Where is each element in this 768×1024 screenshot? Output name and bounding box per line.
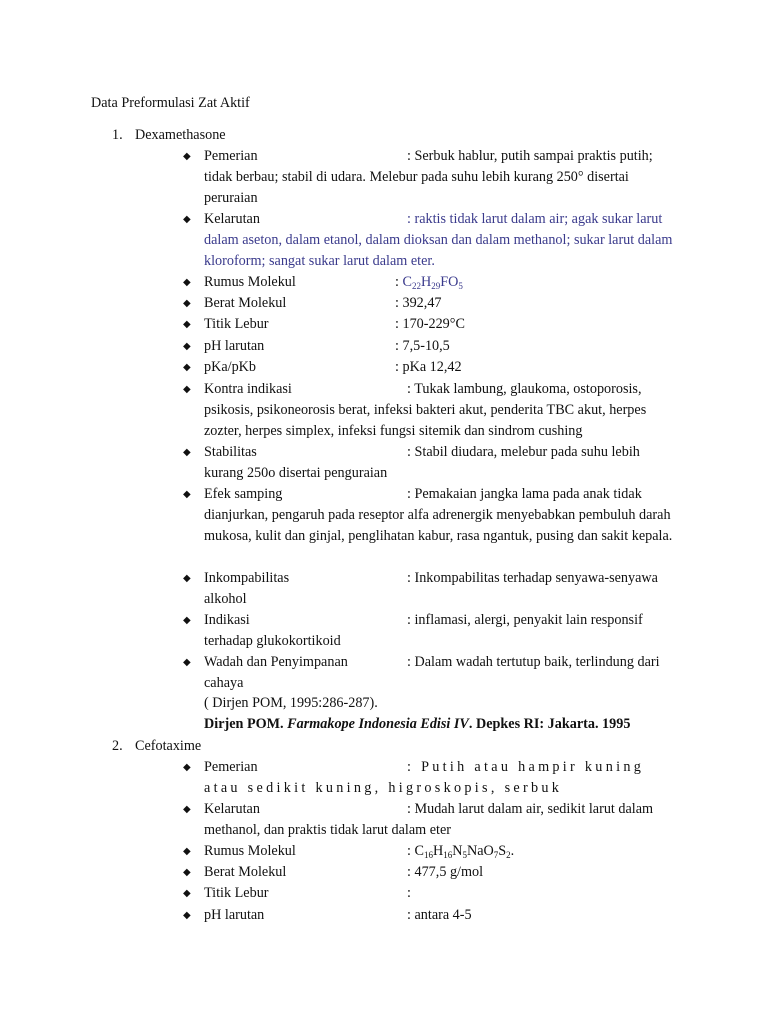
list-item-kontra-indikasi [183,379,673,442]
item-text: : Inkompabilitas terhadap senyawa-senyawa alkohol [204,570,658,607]
list-item-stabilitas [183,442,673,484]
item-label: pKa/pKb [204,359,257,375]
item-text: : inflamasi, alergi, penyakit lain responsif [407,612,643,628]
list-item-rumus-molekul [183,272,673,293]
item-label: Kontra indikasi [204,381,292,397]
list-item-ph-larutan [183,905,673,926]
reference-publisher: . Depkes RI: Jakarta. 1995 [468,716,631,732]
diamond-bullet-icon: ◆ [183,214,191,225]
list-item-pemerian [183,146,673,209]
item-text: : Stabil diudara, melebur pada suhu lebih kurang 250o disertai penguraian [204,444,640,481]
list-item-indikasi [183,610,673,652]
item-text: : Pemakaian jangka lama pada anak tidak dianjurkan, pengaruh pada reseptor alfa adrenergik menyebabkan pembuluh darah mukosa, kulit dan ginjal, penglihatan kabur, rasa ngantuk, pusing dan sakit kepala. [204,486,673,544]
diamond-bullet-icon: ◆ [183,341,191,352]
diamond-bullet-icon: ◆ [183,910,191,921]
diamond-bullet-icon: ◆ [183,888,191,899]
diamond-bullet-icon: ◆ [183,151,191,162]
diamond-bullet-icon: ◆ [183,298,191,309]
diamond-bullet-icon: ◆ [183,362,191,373]
molecular-formula: $C_{22}H_{29}FO_5$ [402,274,463,291]
diamond-bullet-icon: ◆ [183,804,191,815]
list-item-kelarutan [183,799,673,841]
diamond-bullet-icon: ◆ [183,319,191,330]
item-text: : 392,47 [395,295,442,311]
molecular-formula: $C_{16}H_{16}N_5NaO_7S_2$ [414,843,511,860]
item-label: pH larutan [204,338,265,354]
item-label: Kelarutan [204,801,260,817]
diamond-bullet-icon: ◆ [183,489,191,500]
item-text: : Serbuk hablur, putih sampai praktis putih; tidak berbau; stabil di udara. Melebur pada suhu lebih kurang 250° disertai peruraian [204,148,653,206]
item-label: Stabilitas [204,444,257,460]
diamond-bullet-icon: ◆ [183,615,191,626]
item-label: Kelarutan [204,211,260,227]
diamond-bullet-icon: ◆ [183,846,191,857]
diamond-bullet-icon: ◆ [183,762,191,773]
list-item-berat-molekul [183,862,673,883]
section-name: Dexamethasone [135,127,226,143]
list-item-pemerian [183,757,673,799]
list-item-pka-pkb [183,357,673,378]
diamond-bullet-icon: ◆ [183,867,191,878]
reference-short: ( Dirjen POM, 1995:286-287). [204,695,378,711]
item-label: Pemerian [204,148,258,164]
list-item-kelarutan [183,209,673,272]
item-label: Rumus Molekul [204,843,296,859]
section-number: 1. [112,127,123,143]
diamond-bullet-icon: ◆ [183,277,191,288]
item-label: Inkompabilitas [204,570,290,586]
list-item-wadah-penyimpanan [183,652,673,694]
item-text: : Dalam wadah tertutup baik, terlindung dari cahaya [204,654,660,691]
formula-prefix: : [407,843,415,859]
item-text: : [407,885,411,901]
diamond-bullet-icon: ◆ [183,447,191,458]
item-label: Pemerian [204,759,258,775]
item-text-continuation: terhadap glukokortikoid [204,633,341,649]
section-number: 2. [112,738,123,754]
item-text: : raktis tidak larut dalam air; agak sukar larut dalam aseton, dalam etanol, dalam dioksan dan dalam methanol; sukar larut dalam kloroform; sangat sukar larut dalam eter. [204,211,673,269]
item-label: Berat Molekul [204,864,287,880]
list-item-inkompabilitas [183,568,673,610]
list-item-titik-lebur [183,883,673,904]
item-label: Rumus Molekul [204,274,296,290]
list-item-efek-samping [183,484,673,547]
item-label: Wadah dan Penyimpanan [204,654,348,670]
list-item-ph-larutan [183,336,673,357]
item-label: Berat Molekul [204,295,287,311]
reference-book-title: Farmakope Indonesia Edisi IV [287,716,469,732]
list-item-rumus-molekul [183,841,673,862]
list-item-berat-molekul [183,293,673,314]
formula-prefix: : [395,274,403,290]
reference-author: Dirjen POM. [204,716,284,732]
item-text: : pKa 12,42 [395,359,462,375]
list-item-titik-lebur [183,314,673,335]
formula-suffix: . [510,843,515,859]
item-label: Efek samping [204,486,283,502]
item-label: Titik Lebur [204,885,269,901]
item-label: pH larutan [204,907,265,923]
diamond-bullet-icon: ◆ [183,573,191,584]
diamond-bullet-icon: ◆ [183,657,191,668]
item-text: : Putih atau hampir kuning atau sedikit kuning, higroskopis, serbuk [204,759,645,796]
item-text: : 7,5-10,5 [395,338,450,354]
section-name: Cefotaxime [135,738,202,754]
item-label: Indikasi [204,612,250,628]
document-title: Data Preformulasi Zat Aktif [91,95,250,111]
item-text: : antara 4-5 [407,907,472,923]
reference-full [204,714,630,734]
item-text: : Tukak lambung, glaukoma, ostoporosis, psikosis, psikoneorosis berat, infeksi bakteri akut, penderita TBC akut, herpes zozter, herpes simplex, infeksi fungsi sitemik dan sindrom cushing [204,381,647,439]
item-text: : 170-229°C [395,316,465,332]
item-label: Titik Lebur [204,316,269,332]
diamond-bullet-icon: ◆ [183,384,191,395]
item-text: : Mudah larut dalam air, sedikit larut dalam methanol, dan praktis tidak larut dalam eter [204,801,654,838]
item-text: : 477,5 g/mol [407,864,484,880]
